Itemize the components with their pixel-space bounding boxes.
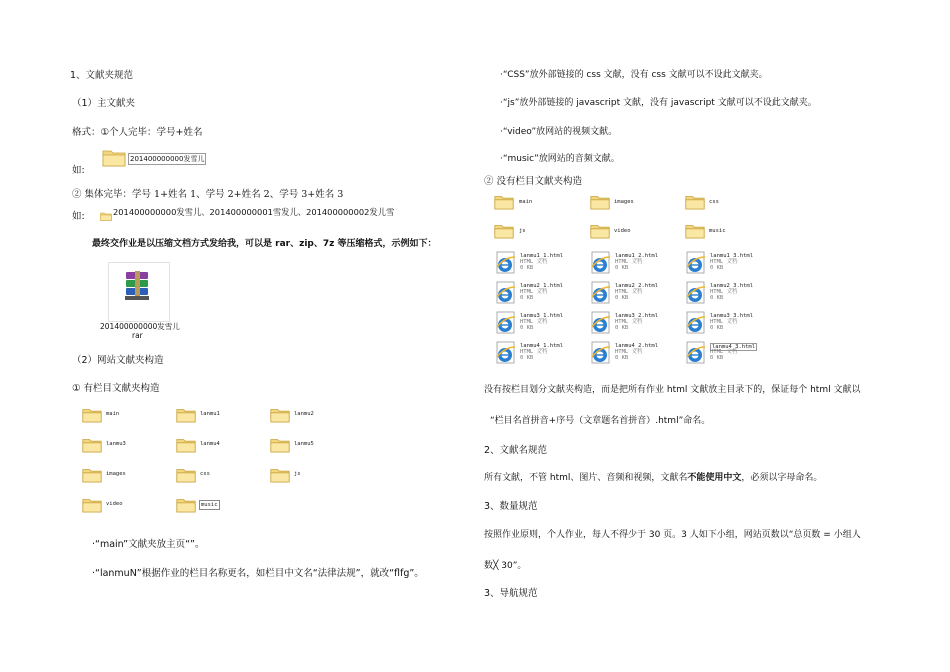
no-columns-heading: ② 没有栏目文献夹构造 <box>484 176 583 187</box>
folder-label: main <box>519 199 533 205</box>
folder-label: video <box>106 501 123 507</box>
html-file <box>684 281 794 307</box>
html-file <box>494 341 604 367</box>
section-heading-folder-spec: 1、文献夹规范 <box>70 70 134 81</box>
ie-html-icon <box>589 341 613 365</box>
bullet-video: ·“video”放网站的视频文献。 <box>500 127 618 137</box>
html-file-type: HTML 文档 <box>710 289 738 295</box>
html-file-name: lanmu4_2.html <box>615 343 659 349</box>
folder2-label: 201400000000发雪儿、201400000001雪发儿、201400000002发儿雪 <box>113 207 395 217</box>
folder-label: js <box>519 228 526 234</box>
folder-icon <box>270 466 290 487</box>
folder-icon <box>270 436 290 457</box>
html-file-selected <box>684 341 794 367</box>
ie-html-icon <box>494 281 518 305</box>
para-naming-pattern: “栏目名首拼音+序号（文章题名首拼音）.html”命名。 <box>490 416 711 426</box>
html-file-name: lanmu1_3.html <box>710 253 754 259</box>
folder-icon <box>176 406 196 427</box>
folder1-label: 201400000000发雪儿 <box>130 155 205 163</box>
folder-label: lanmu3 <box>106 441 126 447</box>
folder-label: lanmu5 <box>294 441 314 447</box>
para-quantity-1: 按照作业原则，个人作业，每人不得少于 30 页。3 人如下小组，网站页数以“总页数 = 小组人 <box>484 530 861 540</box>
folder-icon <box>82 496 102 517</box>
section-heading-navigation: 3、导航规范 <box>484 588 538 599</box>
html-file-type: HTML 文档 <box>710 319 738 325</box>
html-file-size: 0 KB <box>520 295 534 301</box>
html-file <box>494 251 604 277</box>
example-label: 如: <box>72 165 85 176</box>
html-file-type: HTML 文档 <box>615 259 643 265</box>
folder-icon <box>270 406 290 427</box>
html-file-size: 0 KB <box>615 265 629 271</box>
html-file-name: lanmu4_1.html <box>520 343 564 349</box>
html-file <box>589 311 699 337</box>
folder-icon <box>176 496 196 517</box>
ie-html-icon <box>589 251 613 275</box>
ie-html-icon <box>589 311 613 335</box>
rar-archive-icon <box>123 270 153 306</box>
html-file-type: HTML 文档 <box>520 349 548 355</box>
rar-label-line2: rar <box>132 331 143 340</box>
bullet-main: ·“main”文献夹放主页“”。 <box>92 539 205 550</box>
html-file-type: HTML 文档 <box>710 349 738 355</box>
ie-html-icon <box>494 311 518 335</box>
submission-note: 最终交作业是以压缩文档方式发给我，可以是 rar、zip、7z 等压缩格式，示例如下： <box>92 239 437 249</box>
html-file-size: 0 KB <box>615 295 629 301</box>
html-file <box>589 341 699 367</box>
format-individual: 格式：①个人完毕：学号+姓名 <box>72 127 203 138</box>
folder-icon <box>494 222 514 243</box>
html-file-name: lanmu3_3.html <box>710 313 754 319</box>
folder-icon <box>102 147 126 171</box>
subheading-main-folder: （1）主文献夹 <box>72 98 136 109</box>
html-file-type: HTML 文档 <box>520 319 548 325</box>
bullet-css: ·“CSS”放外部链接的 css 文献，没有 css 文献可以不设此文献夹。 <box>500 70 768 80</box>
folder-label-selected: music <box>201 502 218 508</box>
html-file <box>494 311 604 337</box>
html-file-size: 0 KB <box>520 325 534 331</box>
with-columns-heading: ① 有栏目文献夹构造 <box>72 383 160 394</box>
section-heading-filename: 2、文献名规范 <box>484 445 548 456</box>
ie-html-icon <box>684 251 708 275</box>
folder-icon <box>176 466 196 487</box>
html-file-size: 0 KB <box>710 325 724 331</box>
folder-label: css <box>200 471 210 477</box>
ie-html-icon <box>684 341 708 365</box>
html-file <box>684 311 794 337</box>
rule-emphasis: 不能使用中文 <box>687 473 742 483</box>
html-file-name: lanmu1_2.html <box>615 253 659 259</box>
html-file-name: lanmu2_3.html <box>710 283 754 289</box>
html-file <box>589 281 699 307</box>
html-file-size: 0 KB <box>710 355 724 361</box>
html-file-name: lanmu4_3.html <box>712 344 756 350</box>
html-file-size: 0 KB <box>710 295 724 301</box>
para-flat-structure: 没有按栏目划分文献夹构造，而是把所有作业 html 文献放主目录下的，保证每个 html 文献以 <box>484 385 861 395</box>
html-file-size: 0 KB <box>520 265 534 271</box>
folder-icon <box>176 436 196 457</box>
bullet-js: ·“js”放外部链接的 javascript 文献，没有 javascript 文献可以不设此文献夹。 <box>500 98 817 108</box>
folder-label: video <box>614 228 631 234</box>
folder-label: lanmu1 <box>200 411 220 417</box>
html-file-type: HTML 文档 <box>615 289 643 295</box>
folder-icon <box>82 436 102 457</box>
para-filename-rule <box>484 472 822 485</box>
html-file-size: 0 KB <box>710 265 724 271</box>
html-file-name: lanmu2_1.html <box>520 283 564 289</box>
folder-label: lanmu2 <box>294 411 314 417</box>
rar-label-line1: 201400000000发雪儿 <box>100 322 180 331</box>
folder-label: js <box>294 471 301 477</box>
html-file-name: lanmu1_1.html <box>520 253 564 259</box>
folder-icon <box>685 222 705 243</box>
folder-label: main <box>106 411 120 417</box>
html-file-type: HTML 文档 <box>710 259 738 265</box>
folder-icon <box>590 193 610 214</box>
rule-text-end: ，必须以字母命名。 <box>741 473 823 483</box>
folder-icon <box>590 222 610 243</box>
folder-label: lanmu4 <box>200 441 220 447</box>
format-group: ② 集体完毕：学号 1+姓名 1、学号 2+姓名 2、学号 3+姓名 3 <box>72 189 344 200</box>
para-quantity-2: 数╳ 30”。 <box>484 561 527 571</box>
ie-html-icon <box>494 341 518 365</box>
folder-label: css <box>709 199 719 205</box>
ie-html-icon <box>684 281 708 305</box>
folder-label: music <box>709 228 726 234</box>
subheading-site-structure: （2）网站文献夹构造 <box>72 355 164 366</box>
rule-text: 所有文献，不管 html、图片、音频和视频，文献名 <box>484 473 688 483</box>
example-label-2: 如: <box>72 211 85 222</box>
html-file <box>684 251 794 277</box>
folder-icon <box>82 466 102 487</box>
ie-html-icon <box>494 251 518 275</box>
folder-icon <box>82 406 102 427</box>
ie-html-icon <box>684 311 708 335</box>
html-file-name: lanmu2_2.html <box>615 283 659 289</box>
html-file-size: 0 KB <box>615 325 629 331</box>
folder-label: images <box>106 471 126 477</box>
folder-icon <box>100 206 112 225</box>
folder-label: images <box>614 199 634 205</box>
html-file-type: HTML 文档 <box>615 349 643 355</box>
html-file-size: 0 KB <box>520 355 534 361</box>
bullet-lanmu: ·“lanmuN”根据作业的栏目名称更名，如栏目中文名“法律法规”，就改“flfg”。 <box>92 568 424 579</box>
html-file <box>589 251 699 277</box>
html-file-type: HTML 文档 <box>520 259 548 265</box>
html-file <box>494 281 604 307</box>
section-heading-quantity: 3、数量规范 <box>484 501 538 512</box>
ie-html-icon <box>589 281 613 305</box>
bullet-music: ·“music”放网站的音频文献。 <box>500 154 620 164</box>
html-file-type: HTML 文档 <box>520 289 548 295</box>
html-file-size: 0 KB <box>615 355 629 361</box>
html-file-name: lanmu3_1.html <box>520 313 564 319</box>
html-file-type: HTML 文档 <box>615 319 643 325</box>
html-file-name: lanmu3_2.html <box>615 313 659 319</box>
folder-icon <box>494 193 514 214</box>
folder-icon <box>685 193 705 214</box>
